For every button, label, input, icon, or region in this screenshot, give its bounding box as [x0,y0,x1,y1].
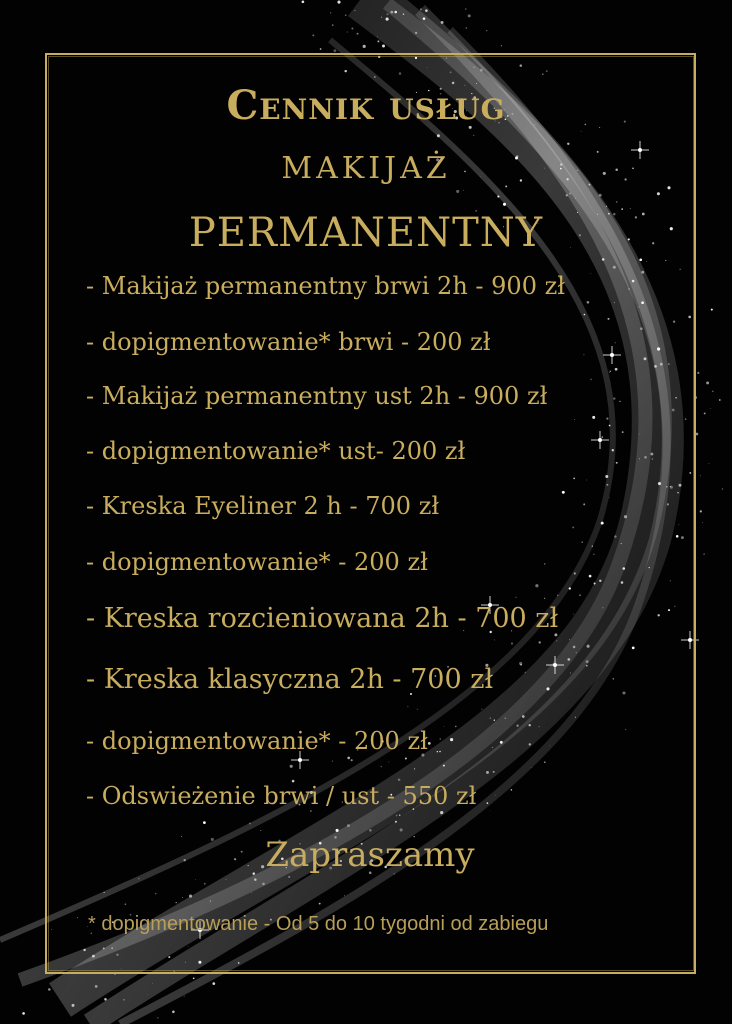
subtitle-makijaz: MAKIJAŻ [281,151,451,186]
closing-text: Zapraszamy [265,835,475,875]
price-item: - Kreska klasyczna 2h - 700 zł [86,664,494,695]
price-item: - Odswieżenie brwi / ust - 550 zł [86,782,477,810]
subtitle-permanentny: PERMANENTNY [188,210,544,256]
price-item: - dopigmentowanie* ust- 200 zł [86,437,466,465]
price-item: - dopigmentowanie* brwi - 200 zł [86,328,491,356]
price-item: - Kreska Eyeliner 2 h - 700 zł [86,492,440,520]
page-title: Cennik usług [226,82,506,129]
price-item: - dopigmentowanie* - 200 zł [86,548,428,576]
footnote: * dopigmentowanie - Od 5 do 10 tygodni od zabiegu [88,913,549,935]
price-item: - Makijaż permanentny ust 2h - 900 zł [86,382,548,410]
price-item: - Makijaż permanentny brwi 2h - 900 zł [86,272,566,300]
price-item: - Kreska rozcieniowana 2h - 700 zł [86,603,559,634]
price-item: - dopigmentowanie* - 200 zł [86,727,428,755]
